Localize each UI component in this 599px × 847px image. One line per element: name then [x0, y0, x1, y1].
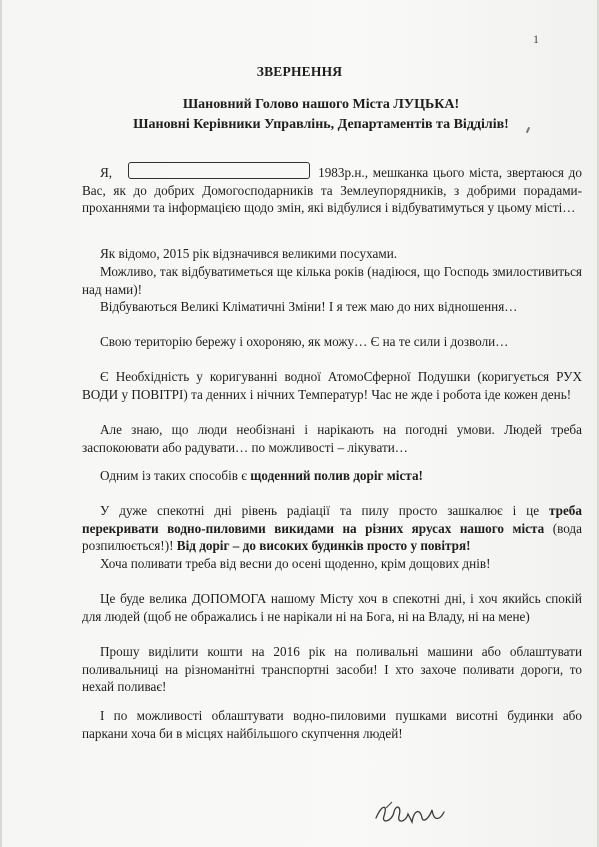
- intro-prefix: Я,: [100, 165, 113, 180]
- document-title: ЗВЕРНЕННЯ: [256, 64, 343, 79]
- greeting-heads: Шановні Керівники Управлінь, Департаментів та Відділів!: [133, 117, 509, 132]
- intro-text: 1983р.н., мешканка цього міста, звертаюся до Вас, як до добрих Домогосподарників та Землеупорядників, з добрими порадами-проханнями та інформацією щодо змін, які відбулися і відбуватимуться у цьому місті…: [82, 165, 582, 215]
- paragraph-help: Це буде велика ДОПОМОГА нашому Місту хоч в спекотні дні, і хоч якийсь спокій для людей (щоб не ображались і не нарікали ні на Бога, ні на Владу, ні на мене): [82, 591, 582, 624]
- page-left-edge: [0, 0, 2, 847]
- p8-text-b: (вода розпилюється!)!: [82, 520, 582, 553]
- paragraph-radiation: [82, 502, 582, 555]
- paragraph-necessity: Є Необхідність у коригуванні водної АтомоСферної Подушки (коригується РУХ ВОДИ у ПОВІТРІ) та денних і нічних Температур! Час не жде і робота іде кожен день!: [82, 369, 582, 402]
- paragraph-maybe: Можливо, так відбуватиметься ще кілька років (надіюся, що Господь змилостивиться над нами)!: [82, 264, 582, 297]
- p8-text-a: У дуже спекотні дні рівень радіації та пилу просто зашкалює і це: [100, 503, 549, 518]
- greeting-mayor: Шановний Голово нашого Міста ЛУЦЬКА!: [182, 97, 460, 112]
- intro-paragraph: [82, 162, 582, 217]
- paragraph-seasons: Хоча поливати треба від весни до осені щоденно, крім дощових днів!: [100, 556, 491, 571]
- handwritten-signature: [372, 796, 452, 832]
- redacted-name-box: [128, 162, 310, 179]
- paragraph-climate: Відбуваються Великі Кліматичні Зміни! І я теж маю до них відношення…: [100, 299, 518, 314]
- p8-bold-a: треба перекривати водно-пиловими викидами на різних ярусах нашого міста: [82, 503, 582, 536]
- paragraph-drought: Як відомо, 2015 рік відзначився великими посухами.: [100, 246, 398, 261]
- p8-bold-b: Від доріг – до високих будинків просто у повітря!: [176, 538, 471, 553]
- paragraph-water-cannons: І по можливості облаштувати водно-пиловими пушками висотні будинки або паркани хоча би в місцях найбільшого скупчення людей!: [82, 708, 582, 741]
- paragraph-watering-roads: [82, 467, 582, 485]
- p7-text: Одним із таких способів є: [100, 468, 251, 483]
- paragraph-funding: Прошу виділити кошти на 2016 рік на поливальні машини або облаштувати поливальниці на різноманітні транспортні засоби! І хто захоче поливати дороги, то нехай поливає!: [82, 644, 582, 694]
- page-number: 1: [533, 32, 539, 46]
- paragraph-people: Але знаю, що люди необізнані і нарікають на погодні умови. Людей треба заспокоювати або радувати… по можливості – лікувати…: [82, 422, 582, 455]
- p7-bold: щоденний полив доріг міста!: [250, 468, 423, 483]
- paragraph-territory: Свою територію бережу і охороняю, як можу… Є на те сили і дозволи…: [100, 334, 509, 349]
